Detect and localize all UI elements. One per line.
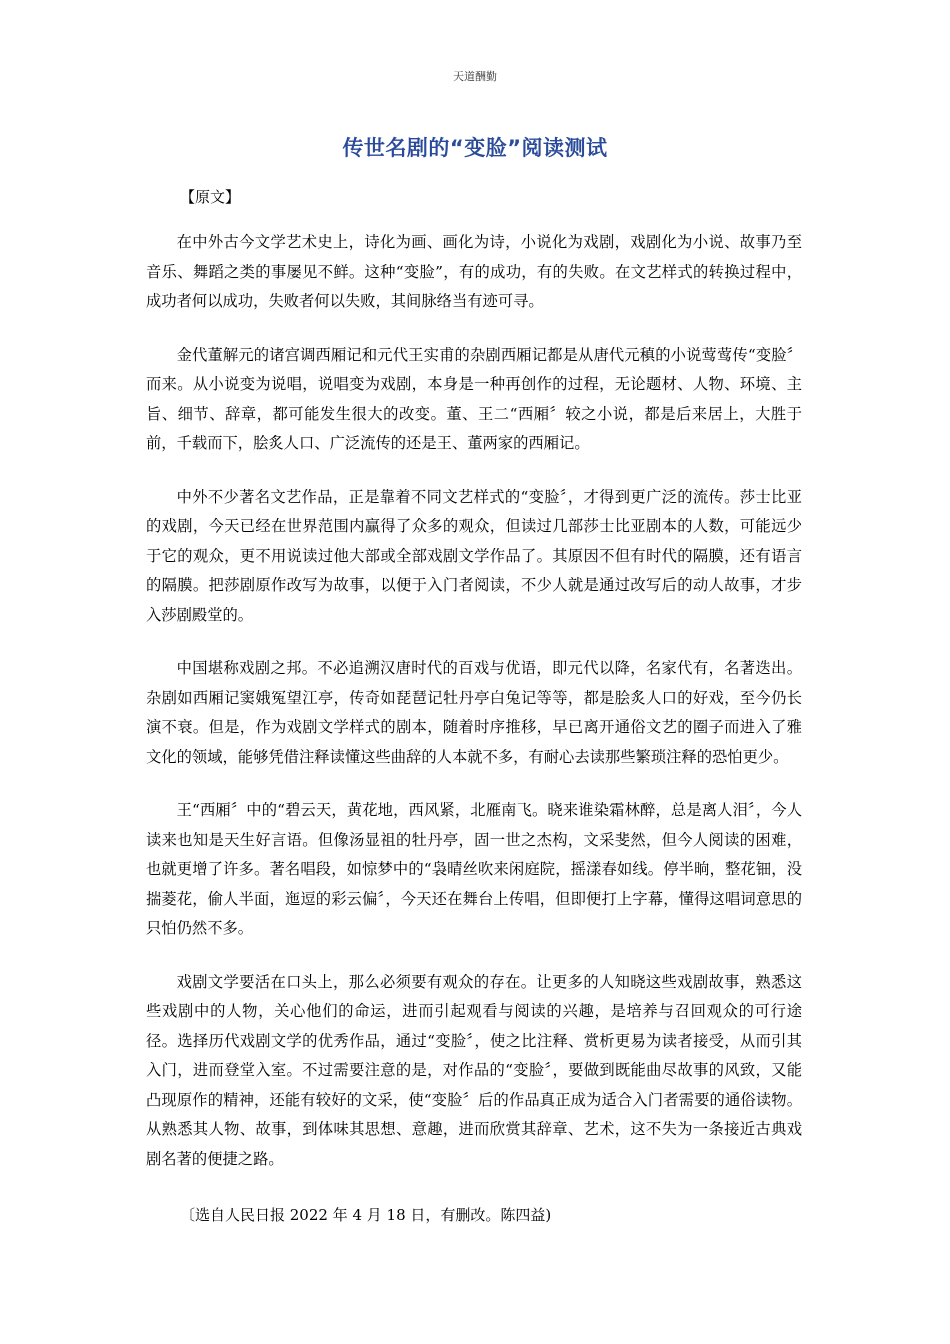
section-label: 【原文】	[180, 188, 241, 206]
paragraph: 王“西厢〞中的“碧云天，黄花地，西风紧，北雁南飞。晓来谁染霜林醉，总是离人泪〞，今人读来也知是天生好言语。但像汤显祖的牡丹亭，固一世之杰构，文采斐然，但今人阅读的困难，也就更增了许多。著名唱段，如惊梦中的“袅晴丝吹来闲庭院，摇漾春如线。停半晌，整花钿，没揣菱花，偷人半面，迤逗的彩云偏〞，今天还在舞台上传唱，但即便打上字幕，懂得这唱词意思的只怕仍然不多。	[146, 801, 802, 937]
paragraph: 中国堪称戏剧之邦。不必追溯汉唐时代的百戏与优语，即元代以降，名家代有，名著迭出。杂剧如西厢记窦娥冤望江亭，传奇如琵琶记牡丹亭白兔记等等，都是脍炙人口的好戏，至今仍长演不衰。但是，作为戏剧文学样式的剧本，随着时序推移，早已离开通俗文艺的圈子而进入了雅文化的领域，能够凭借注释读懂这些曲辞的人本就不多，有耐心去读那些繁琐注释的恐怕更少。	[146, 659, 802, 766]
paragraph: 中外不少著名文艺作品，正是靠着不同文艺样式的“变脸〞，才得到更广泛的流传。莎士比亚的戏剧，今天已经在世界范围内赢得了众多的观众，但读过几部莎士比亚剧本的人数，可能远少于它的观众，更不用说读过他大部或全部戏剧文学作品了。其原因不但有时代的隔膜，还有语言的隔膜。把莎剧原作改写为故事，以便于入门者阅读，不少人就是通过改写后的动人故事，才步入莎剧殿堂的。	[146, 487, 802, 624]
article-body	[146, 228, 802, 1198]
document-title: 传世名剧的“变脸”阅读测试	[342, 136, 608, 160]
paragraph: 在中外古今文学艺术史上，诗化为画、画化为诗，小说化为戏剧，戏剧化为小说、故事乃至音乐、舞蹈之类的事屡见不鲜。这种“变脸”，有的成功，有的失败。在文艺样式的转换过程中，成功者何以成功，失败者何以失败，其间脉络当有迹可寻。	[146, 233, 802, 310]
paragraph: 戏剧文学要活在口头上，那么必须要有观众的存在。让更多的人知晓这些戏剧故事，熟悉这些戏剧中的人物，关心他们的命运，进而引起观看与阅读的兴趣，是培养与召回观众的可行途径。选择历代戏剧文学的优秀作品，通过“变脸〞，使之比注释、赏析更易为读者接受，从而引其入门，进而登堂入室。不过需要注意的是，对作品的“变脸〞，要做到既能曲尽故事的风致，又能凸现原作的精神，还能有较好的文采，使“变脸〞后的作品真正成为适合入门者需要的通俗读物。从熟悉其人物、故事，到体味其思想、意趣，进而欣赏其辞章、艺术，这不失为一条接近古典戏剧名著的便捷之路。	[146, 972, 802, 1168]
page-header: 天道酬勤	[453, 70, 497, 83]
paragraph: 金代董解元的诸宫调西厢记和元代王实甫的杂剧西厢记都是从唐代元稹的小说莺莺传“变脸〞而来。从小说变为说唱，说唱变为戏剧，本身是一种再创作的过程，无论题材、人物、环境、主旨、细节、辞章，都可能发生很大的改变。董、王二“西厢〞较之小说，都是后来居上，大胜于前，千载而下，脍炙人口、广泛流传的还是王、董两家的西厢记。	[146, 345, 802, 452]
source-note: 〔选自人民日报 2022 年 4 月 18 日，有删改。陈四益)	[180, 1206, 552, 1224]
